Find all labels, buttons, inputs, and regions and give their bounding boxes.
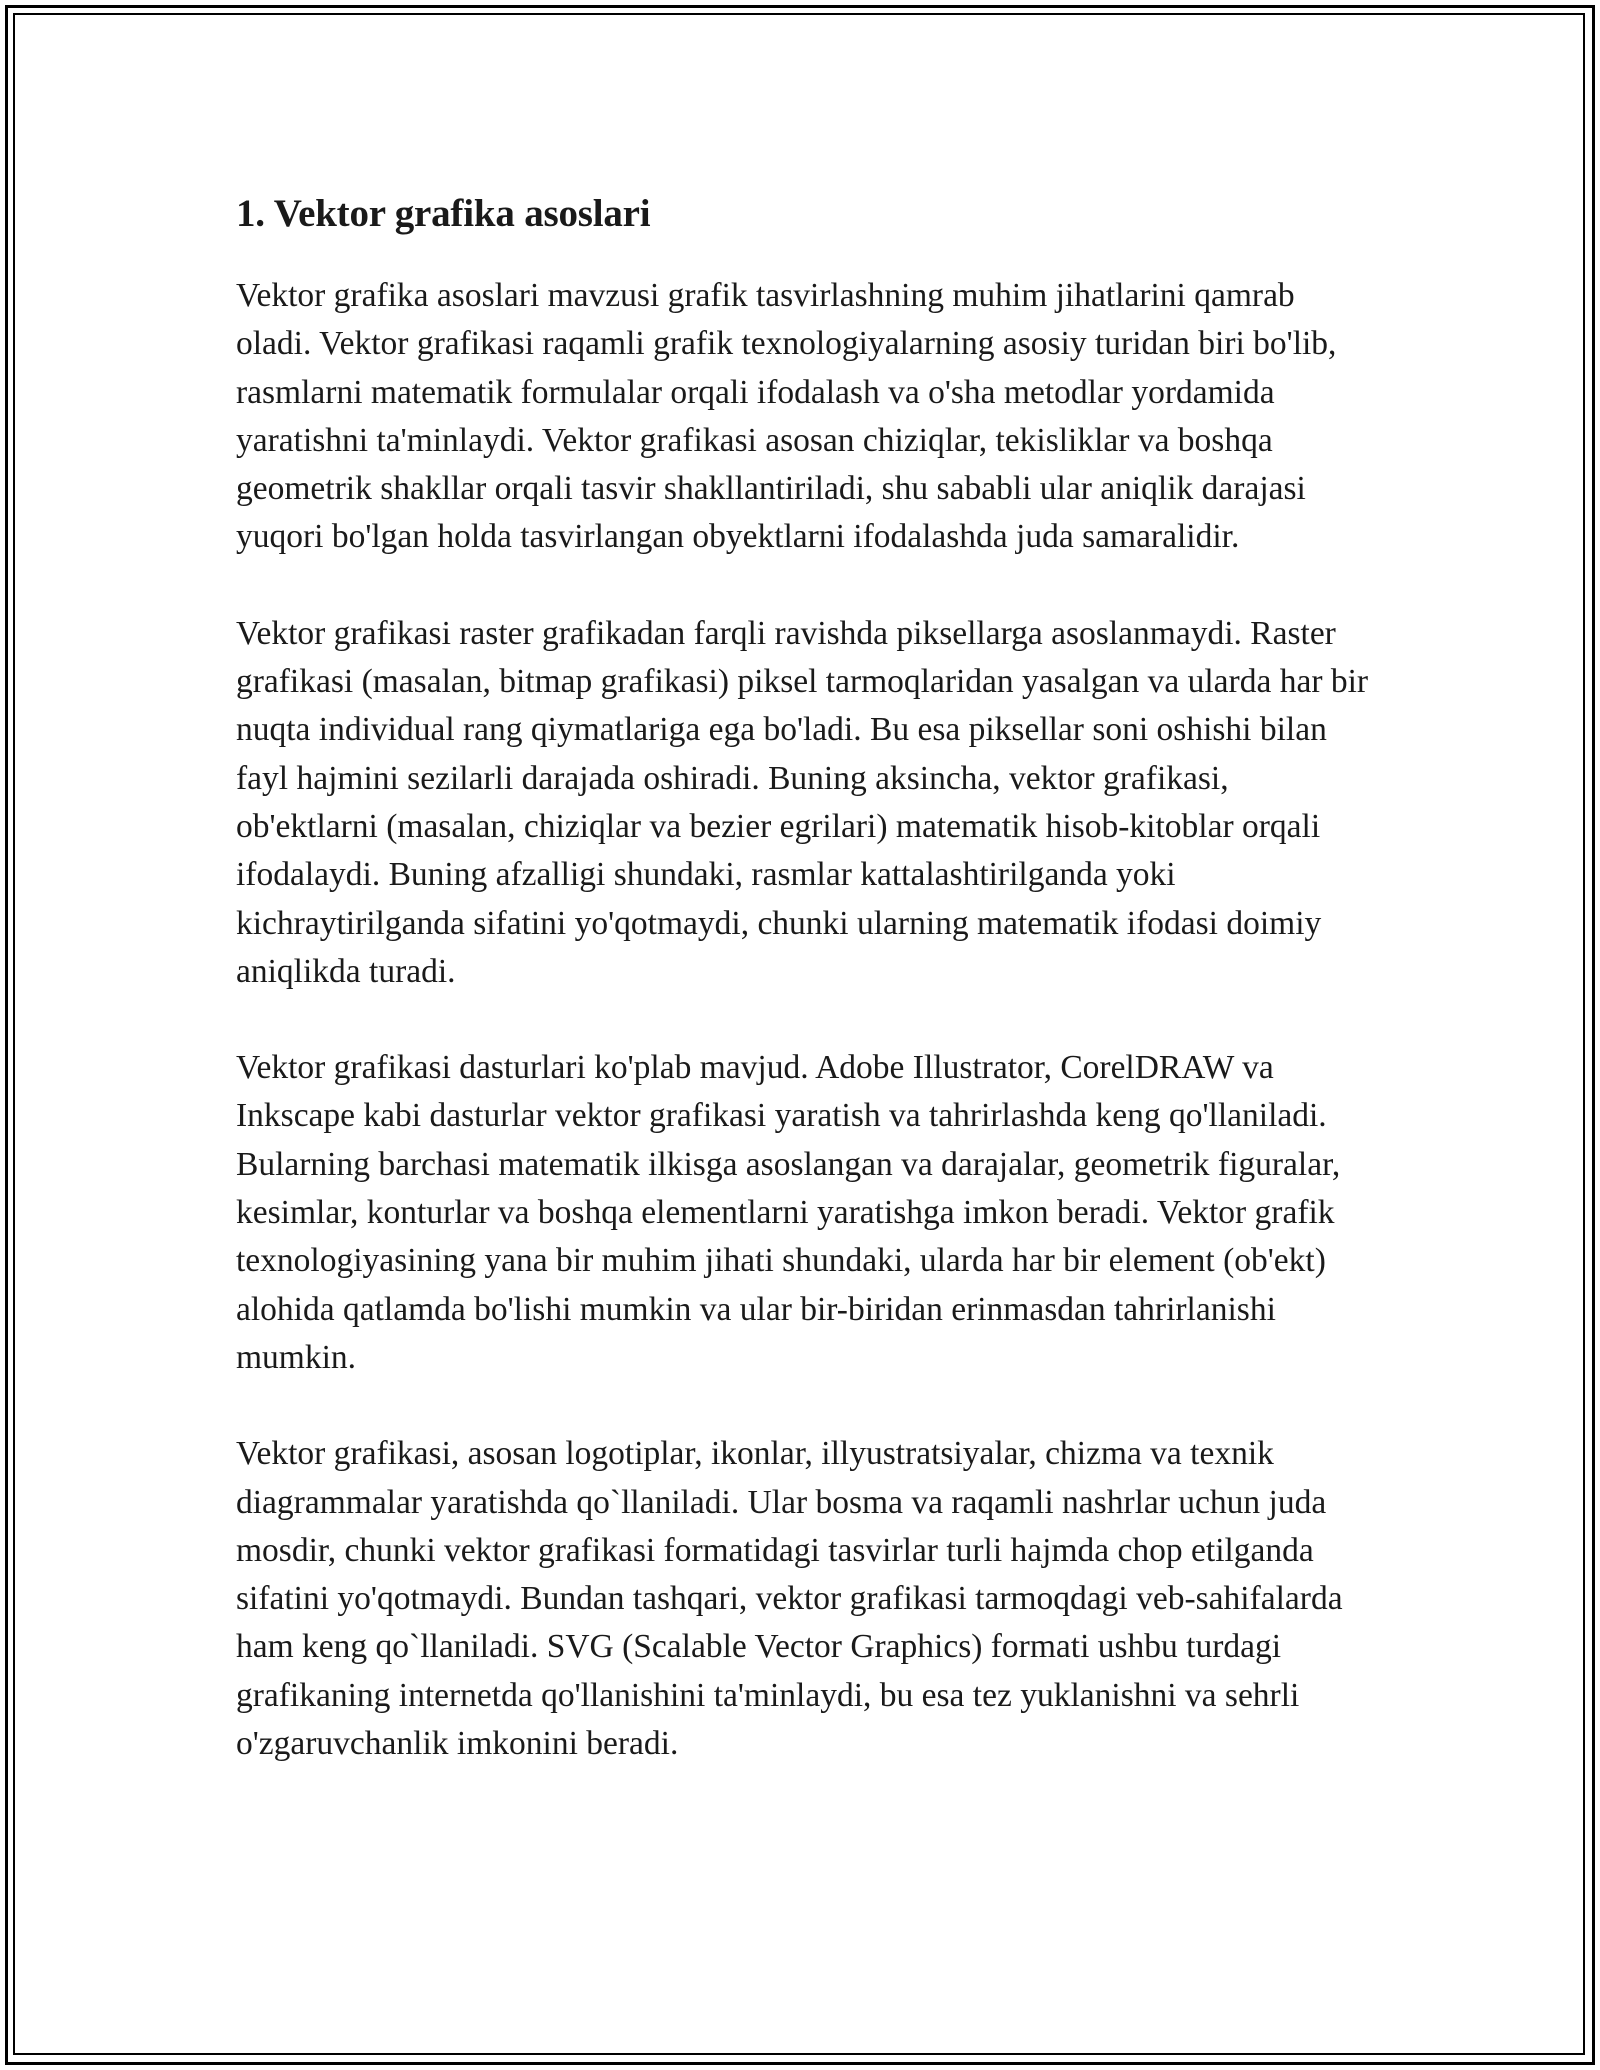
paragraph-3: Vektor grafikasi dasturlari ko'plab mavjud. Adobe Illustrator, CorelDRAW va Inkscape kabi dasturlar vektor grafikasi yaratish va tahrirlashda keng qo'llaniladi. Bularning barchasi matematik ilkisga asoslangan va darajalar, geometrik figuralar, kesimlar, konturlar va boshqa elementlarni yaratishga imkon beradi. Vektor grafik texnologiyasining yana bir muhim jihati shundaki, ularda har bir element (ob'ekt) alohida qatlamda bo'lishi mumkin va ular bir-biridan erinmasdan tahrirlanishi mumkin. [236, 1049, 1341, 1376]
section-heading: 1. Vektor grafika asoslari [236, 192, 651, 235]
document-body [236, 186, 1376, 1816]
paragraph-2: Vektor grafikasi raster grafikadan farqli ravishda piksellarga asoslanmaydi. Raster grafikasi (masalan, bitmap grafikasi) piksel tarmoqlaridan yasalgan va ularda har bir nuqta individual rang qiymatlariga ega bo'ladi. Bu esa piksellar soni oshishi bilan fayl hajmini sezilarli darajada oshiradi. Buning aksincha, vektor grafikasi, ob'ektlarni (masalan, chiziqlar va bezier egrilari) matematik hisob-kitoblar orqali ifodalaydi. Buning afzalligi shundaki, rasmlar kattalashtirilganda yoki kichraytirilganda sifatini yo'qotmaydi, chunki ularning matematik ifodasi doimiy aniqlikda turadi. [236, 614, 1369, 990]
paragraph-1: Vektor grafika asoslari mavzusi grafik tasvirlashning muhim jihatlarini qamrab oladi. Vektor grafikasi raqamli grafik texnologiyalarning asosiy turidan biri bo'lib, rasmlarni matematik formulalar orqali ifodalash va o'sha metodlar yordamida yaratishni ta'minlaydi. Vektor grafikasi asosan chiziqlar, tekisliklar va boshqa geometrik shakllar orqali tasvir shakllantiriladi, shu sababli ular aniqlik darajasi yuqori bo'lgan holda tasvirlangan obyektlarni ifodalashda juda samaralidir. [236, 277, 1337, 556]
paragraph-4: Vektor grafikasi, asosan logotiplar, ikonlar, illyustratsiyalar, chizma va texnik diagrammalar yaratishda qo`llaniladi. Ular bosma va raqamli nashrlar uchun juda mosdir, chunki vektor grafikasi formatidagi tasvirlar turli hajmda chop etilganda sifatini yo'qotmaydi. Bundan tashqari, vektor grafikasi tarmoqdagi veb-sahifalarda ham keng qo`llaniladi. SVG (Scalable Vector Graphics) formati ushbu turdagi grafikaning internetda qo'llanishini ta'minlaydi, bu esa tez yuklanishni va sehrli o'zgaruvchanlik imkonini beradi. [236, 1435, 1343, 1763]
